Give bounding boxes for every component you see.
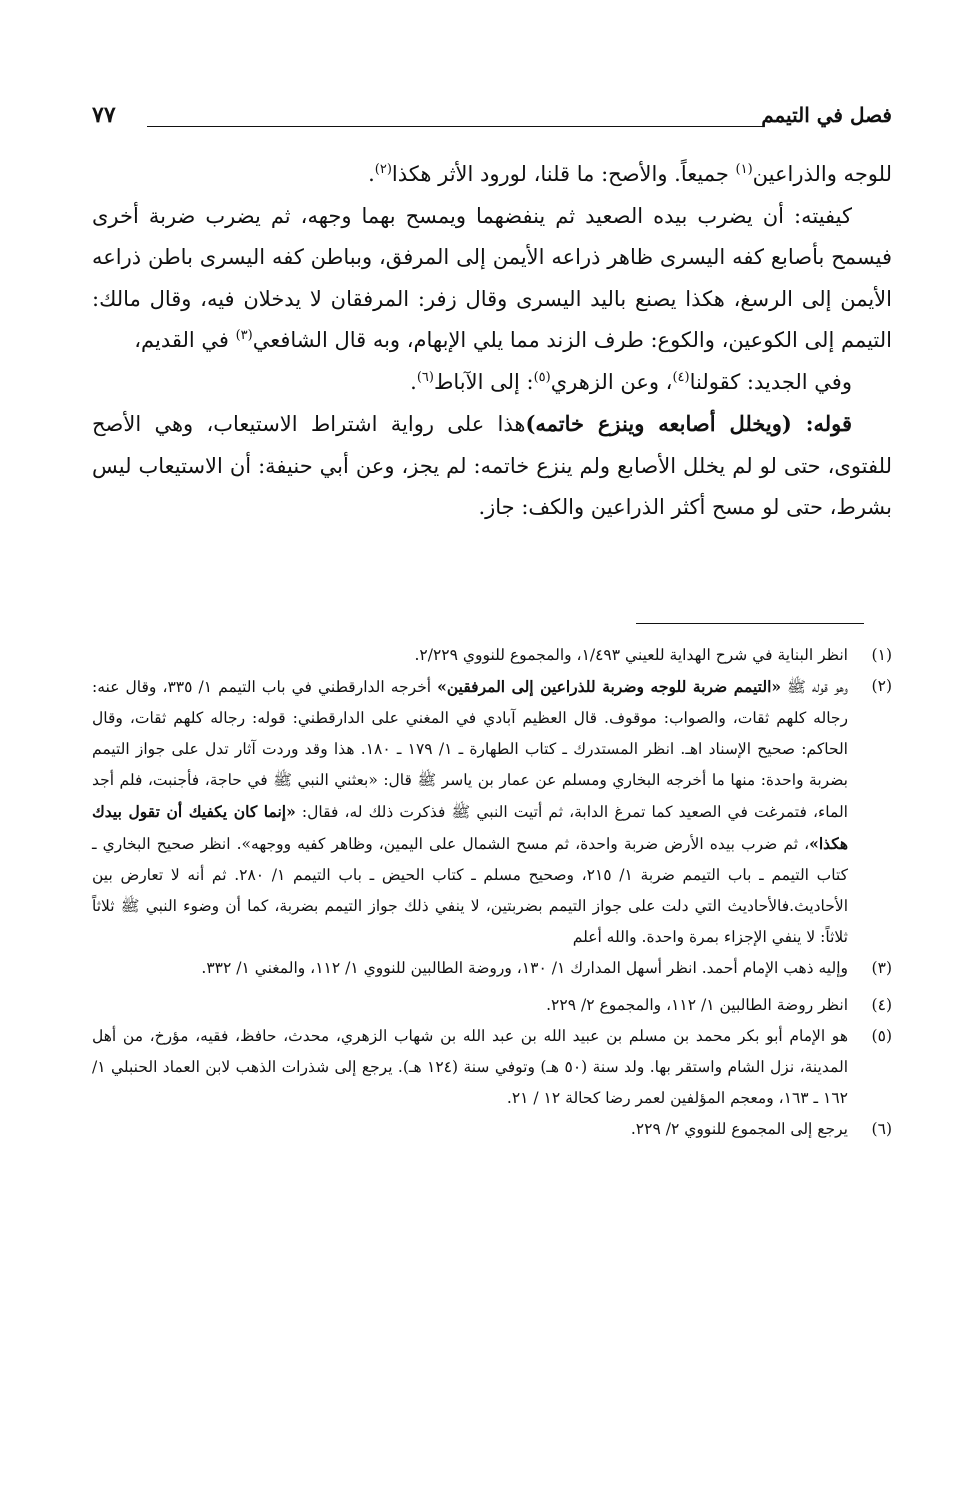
text-run: وهو قوله ﷺ [781, 678, 848, 696]
footnote-text: هو الإمام أبو بكر محمد بن مسلم بن عبيد الله بن عبد الله بن شهاب الزهري، محدث، حافظ، فقيه، مؤرخ، من أهل المدينة، نزل الشام واستقر بها. ولد سنة (٥٠ هـ) وتوفي سنة (١٢٤ هـ). يرجع إلى شذرات الذهب لابن العماد الحنبلي ١/ ١٦٢ ـ ١٦٣، ومعجم المؤلفين لعمر رضا كحالة ١٢ / ٢١. [92, 1027, 848, 1107]
commentary-quote: (ويخلل أصابعه وينزع خاتمه) [525, 411, 806, 436]
paragraph-2 [92, 196, 892, 362]
chapter-title: فصل في التيمم [761, 103, 892, 127]
footnote-text: يرجع إلى المجموع للنووي ٢/ ٢٢٩. [630, 1120, 848, 1138]
text-run: وفي الجديد: كقولنا [689, 369, 852, 394]
main-text [92, 154, 892, 529]
text-run: كيفيته: أن يضرب بيده الصعيد ثم ينفضهما ويمسح بهما وجهه، ثم يضرب ضربة أخرى فيسمح بأصابع كفه اليسرى ظاهر ذراعه الأيمن إلى المرفق، وبباطن كفه اليسرى باطن ذراعه الأيمن إلى الرسغ، هكذا يصنع باليد اليسرى وقال زفر: المرفقان لا يدخلان فيه، وقال مالك: التيمم إلى الكوعين، والكوع: طرف الزند مما يلي الإبهام، وبه قال الشافعي [92, 203, 892, 352]
footnote-5 [92, 1021, 892, 1114]
footnote-ref-4[interactable]: (٤) [672, 369, 690, 385]
text-run: . [410, 369, 417, 394]
text-run: ، ثم ضرب بيده الأرض ضربة واحدة، ثم مسح الشمال على اليمين، وظاهر كفيه ووجهه». انظر صحيح البخاري ـ كتاب التيمم ـ باب التيمم ضربة ١/ ٢١٥، وصحيح مسلم ـ كتاب الحيض ـ باب التيمم ١/ ٢٨٠. ثم أنه لا تعارض بين الأحاديث.فالأحاديث التي دلت على جواز التيمم بضربتين، لا ينفي ذلك جواز التيمم بضربة، كما أن وضوء النبي ﷺ ثلاثاً ثلاثاً: لا ينفي الإجزاء بمرة واحدة. والله أعلم [92, 835, 849, 946]
footnote-divider [636, 623, 864, 624]
text-run: أخرجه الدارقطني في باب التيمم ١/ ٣٣٥، وقال عنه: رجاله كلهم ثقات، والصواب: موقوف. قال العظيم آبادي في المغني على الدارقطني: قوله: رجاله كلهم ثقات، وقال الحاكم: صحيح الإسناد اهـ. انظر المستدرك ـ كتاب الطهارة ـ ١/ ١٧٩ ـ ١٨٠. هذا وقد وردت آثار تدل على جواز التيمم بضربة واحدة: منها ما أخرجه البخاري ومسلم عن عمار بن ياسر ﷺ قال: «بعثني النبي ﷺ في حاجة، فأجنبت، فلم أجد الماء، فتمرغت في الصعيد كما تمرغ الدابة، ثم أتيت النبي ﷺ فذكرت ذلك له، فقال: [92, 678, 848, 821]
text-run: جميعاً. والأصح: ما قلنا، لورود الأثر هكذا [391, 162, 736, 186]
footnote-number: (١) [871, 646, 892, 664]
footnote-2 [92, 671, 892, 953]
paragraph-1 [92, 154, 892, 196]
footnotes [92, 640, 892, 1145]
footnote-number: (٥) [871, 1027, 892, 1045]
text-run: في القديم، [134, 328, 236, 352]
footnote-number: (٣) [871, 959, 892, 977]
hadith-quote: «التيمم ضربة للوجه وضربة للذراعين إلى المرفقين» [437, 677, 782, 696]
footnote-number: (٦) [871, 1120, 892, 1138]
footnote-text: انظر روضة الطالبين ١/ ١١٢، والمجموع ٢/ ٢٢٩. [546, 996, 848, 1014]
footnote-ref-1[interactable]: (١) [735, 162, 753, 177]
footnote-number: (٤) [871, 996, 892, 1014]
running-header [92, 100, 892, 134]
commentary-label: قوله: [805, 411, 852, 436]
paragraph-4 [92, 403, 892, 529]
header-rule [147, 126, 764, 127]
footnote-ref-6[interactable]: (٦) [416, 369, 434, 385]
footnote-number: (٢) [871, 677, 892, 695]
footnote-ref-2[interactable]: (٢) [374, 162, 392, 177]
footnote-1 [92, 640, 892, 671]
footnote-6 [92, 1114, 892, 1145]
paragraph-3 [92, 362, 892, 404]
footnote-ref-3[interactable]: (٣) [235, 328, 253, 343]
footnote-text: وإليه ذهب الإمام أحمد. انظر أسهل المدارك ١/ ١٣٠، وروضة الطالبين للنووي ١/ ١١٢، والمغني ١/ ٣٣٢. [201, 959, 848, 977]
footnote-text: انظر البناية في شرح الهداية للعيني ١/٤٩٣، والمجموع للنووي ٢/٢٢٩. [414, 646, 848, 664]
page-number: ٧٧ [92, 102, 116, 128]
hadith-quote: «إنما كان يكفيك أن تقول بيدك هكذا» [92, 802, 848, 853]
text-run: . [368, 162, 375, 186]
text-run: : إلى الآباط [433, 369, 534, 394]
footnote-4 [92, 990, 892, 1021]
text-run: ، وعن الزهري [550, 369, 673, 394]
footnote-text [92, 671, 848, 953]
text-run: هذا على رواية اشتراط الاستيعاب، وهي الأصح للفتوى، حتى لو لم يخلل الأصابع ولم ينزع خاتمه: لم يجز، وعن أبي حنيفة: أن الاستيعاب ليس بشرط، حتى لو مسح أكثر الذراعين والكف: جاز. [92, 412, 892, 519]
footnote-3 [92, 953, 892, 984]
footnote-ref-5[interactable]: (٥) [533, 369, 551, 385]
text-run: للوجه والذراعين [752, 162, 892, 186]
